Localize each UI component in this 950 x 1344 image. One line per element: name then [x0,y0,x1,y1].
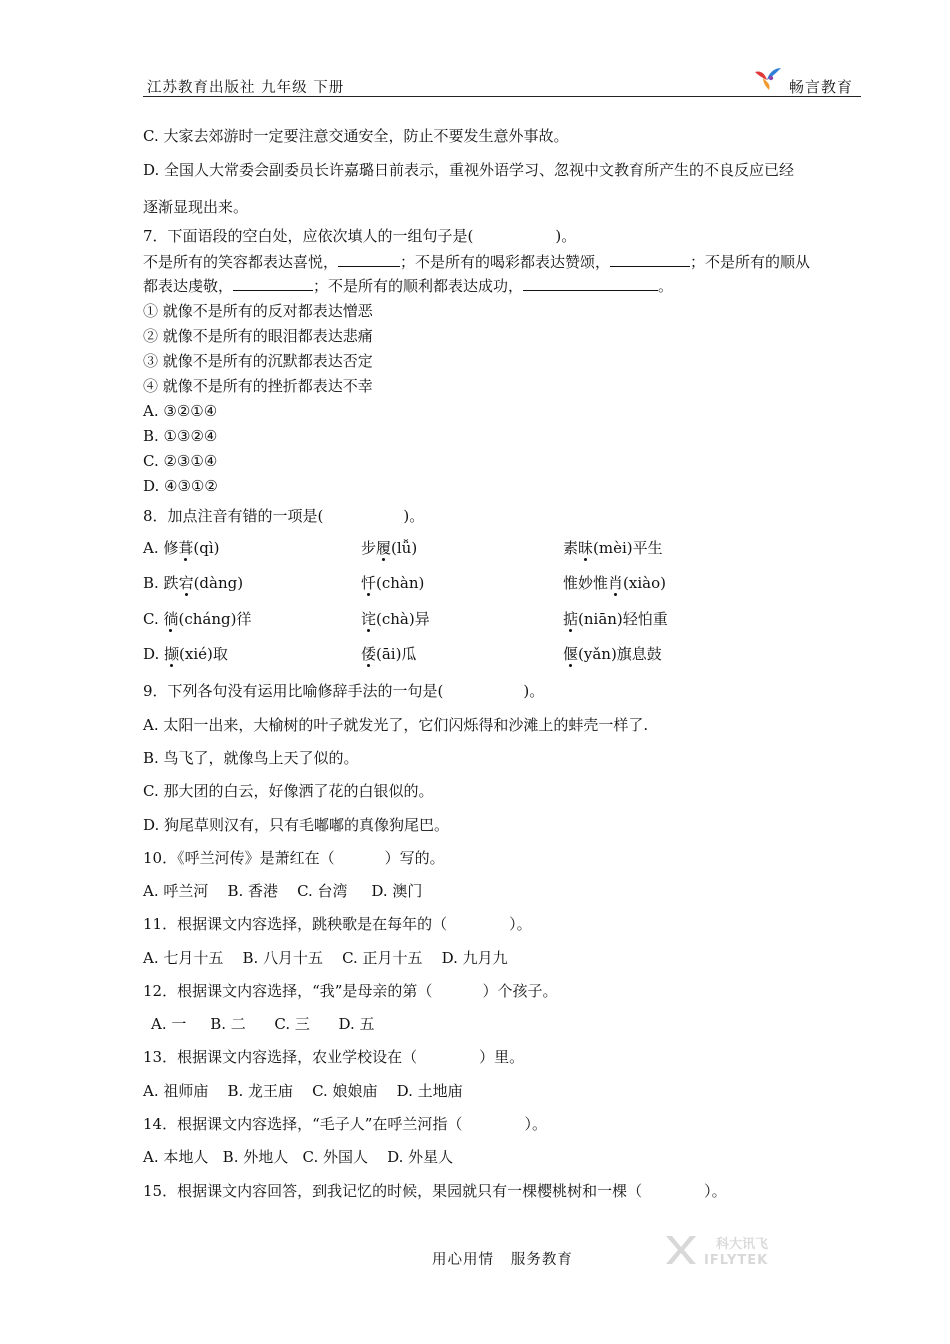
question-14 [143,1114,547,1134]
passage-text: ；不是所有的顺利都表达成功， [313,277,524,295]
q11-options: A. 七月十五 B. 八月十五 C. 正月十五 D. 九月九 [143,949,508,967]
watermark-en: IFLYTEK [704,1253,769,1268]
q8-b2: 忏(chàn) [361,574,425,592]
question-7-close: )。 [555,227,577,245]
question-9 [143,681,544,701]
question-8-text: 8．加点注音有错的一项是( [143,507,324,525]
fill-blank [523,276,658,291]
question-10-text: 10．《呼兰河传》是萧红在（ [143,849,335,867]
fill-blank [610,252,690,267]
question-14-close: ）。 [524,1115,547,1133]
page-header [143,74,861,97]
question-12-text: 12．根据课文内容选择，“我”是母亲的第（ [143,982,433,1000]
question-13-text: 13．根据课文内容选择，农业学校设在（ [143,1048,418,1066]
header-brand: 畅言教育 [788,78,853,96]
prev-option-d-line1: D. 全国人大常委会副委员长许嘉璐日前表示，重视外语学习、忽视中文教育所产生的不良反应已经 [143,161,795,179]
q10-options: A. 呼兰河 B. 香港 C. 台湾 D. 澳门 [143,882,423,900]
sentence-4: ④ 就像不是所有的挫折都表达不幸 [143,377,373,395]
q7-option-d: D. ④③①② [143,477,218,495]
question-8 [143,506,424,526]
question-12-close: ）个孩子。 [482,982,558,1000]
q8-d1: D. 撷(xié)取 [143,645,228,663]
q8-a1: A. 修葺(qì) [143,539,220,557]
question-15-text: 15．根据课文内容回答，到我记忆的时候，果园就只有一棵樱桃树和一棵（ [143,1182,643,1200]
q8-d2: 倭(āi)瓜 [361,645,417,663]
sentence-1: ① 就像不是所有的反对都表达憎恶 [143,302,373,320]
question-7 [143,226,576,246]
q7-option-a: A. ③②①④ [143,402,218,420]
question-9-text: 9．下列各句没有运用比喻修辞手法的一句是( [143,682,444,700]
question-14-text: 14．根据课文内容选择，“毛子人”在呼兰河指（ [143,1115,463,1133]
question-15 [143,1181,727,1201]
q8-b1: B. 跌宕(dàng) [143,574,244,592]
question-11-close: ）。 [509,915,532,933]
question-13 [143,1047,524,1067]
iflytek-watermark-logo [664,1232,790,1268]
q8-a3: 素昧(mèi)平生 [563,539,663,557]
question-7-text: 7．下面语段的空白处，应依次填人的一组句子是( [143,227,474,245]
question-8-close: )。 [403,507,425,525]
q8-d3: 偃(yǎn)旗息鼓 [563,645,662,663]
passage-text: 。 [658,277,674,295]
question-12 [143,981,557,1001]
sentence-3: ③ 就像不是所有的沉默都表达否定 [143,352,373,370]
question-15-close: ）。 [704,1182,727,1200]
sentence-2: ② 就像不是所有的眼泪都表达悲痛 [143,327,373,345]
q8-c1: C. 徜(cháng)徉 [143,610,252,628]
q9-option-d: D. 狗尾草则汉有，只有毛嘟嘟的真像狗尾巴。 [143,816,450,834]
q9-option-a: A. 太阳一出来，大榆树的叶子就发光了，它们闪烁得和沙滩上的蚌壳一样了. [143,716,649,734]
q8-b3: 惟妙惟肖(xiào) [563,574,666,592]
passage-text: 不是所有的笑容都表达喜悦， [143,253,339,271]
question-9-close: )。 [523,682,545,700]
header-publisher: 江苏教育出版社 九年级 下册 [147,80,345,96]
q7-option-b: B. ①③②④ [143,427,218,445]
q9-option-b: B. 鸟飞了，就像鸟上天了似的。 [143,749,359,767]
q9-option-c: C. 那大团的白云，好像洒了花的白银似的。 [143,782,434,800]
fill-blank [338,252,400,267]
q8-c3: 掂(niān)轻怕重 [563,610,668,628]
question-11 [143,914,532,934]
question-11-text: 11．根据课文内容选择，跳秧歌是在每年的（ [143,915,448,933]
prev-option-c: C. 大家去郊游时一定要注意交通安全，防止不要发生意外事故。 [143,127,569,145]
q14-options: A. 本地人 B. 外地人 C. 外国人 D. 外星人 [143,1148,454,1166]
question-10-close: ）写的。 [384,849,445,867]
q8-a2: 步履(lǚ) [361,539,418,557]
q8-c2: 诧(chà)异 [361,610,430,628]
footer-slogan: 用心用情 服务教育 [432,1252,573,1268]
question-13-close: ）里。 [479,1048,525,1066]
bird-logo-icon [753,64,783,92]
prev-option-d-line2: 逐渐显现出来。 [143,198,249,216]
q7-option-c: C. ②③①④ [143,452,218,470]
q12-options: A. 一 B. 二 C. 三 D. 五 [151,1015,375,1033]
fill-blank [233,276,313,291]
q13-options: A. 祖师庙 B. 龙王庙 C. 娘娘庙 D. 土地庙 [143,1082,463,1100]
question-7-passage-line1 [143,252,810,272]
question-10 [143,848,445,868]
passage-text: ；不是所有的喝彩都表达赞颂， [400,253,611,271]
passage-text: 都表达虔敬， [143,277,234,295]
watermark-cn: 科大讯飞 [716,1237,769,1252]
passage-text: ；不是所有的顺从 [690,253,811,271]
question-7-passage-line2 [143,276,673,296]
